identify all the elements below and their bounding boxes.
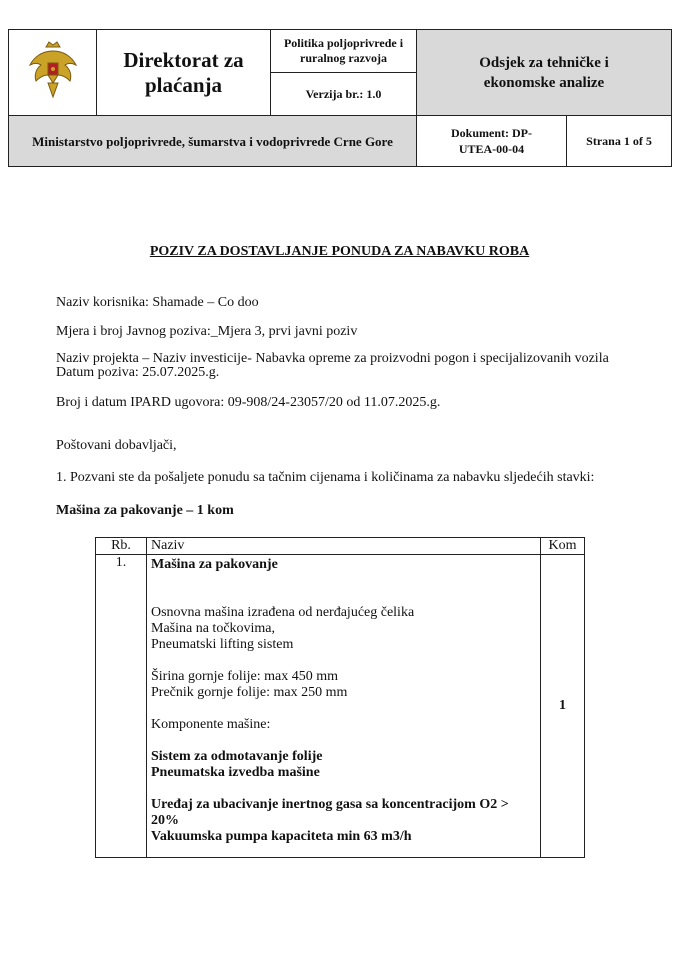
spacer (151, 733, 536, 749)
row-quantity: 1 (541, 555, 585, 858)
spacer (151, 653, 536, 669)
document-id (417, 116, 567, 167)
table-header-row (96, 538, 585, 555)
spec-line: Širina gornje folije: max 450 mm (151, 669, 339, 684)
contract-line: Broj i datum IPARD ugovora: 09-908/24-23057/20 od 11.07.2025.g. (56, 395, 441, 410)
department-name (417, 30, 672, 116)
spec-line: Vakuumska pumpa kapaciteta min 63 m3/h (151, 829, 412, 844)
spec-line: Komponente mašine: (151, 717, 271, 732)
document-title (0, 244, 679, 260)
header-kom: Kom (541, 538, 585, 555)
date-line: Datum poziva: 25.07.2025.g. (56, 365, 220, 380)
document-id-text: Dokument: DP-UTEA-00-04 (451, 126, 532, 156)
spec-line: Prečnik gornje folije: max 250 mm (151, 685, 348, 700)
spacer (151, 573, 536, 605)
page-number: Strana 1 of 5 (567, 116, 672, 167)
spec-line: Pneumatska izvedba mašine (151, 765, 320, 780)
department-text: Odsjek za tehničke i ekonomske analize (479, 54, 609, 91)
version-label: Verzija br.: 1.0 (271, 73, 417, 116)
spec-line: Pneumatski lifting sistem (151, 637, 294, 652)
header-rb: Rb. (96, 538, 147, 555)
spec-line: Osnovna mašina izrađena od nerđajućeg čelika (151, 605, 415, 620)
coat-of-arms-logo (24, 39, 82, 101)
table-row (96, 555, 585, 858)
spec-line: Mašina na točkovima, (151, 621, 276, 636)
document-title-text: POZIV ZA DOSTAVLJANJE PONUDA ZA NABAVKU ROBA (149, 244, 530, 259)
spec-line: Uređaj za ubacivanje inertnog gasa sa koncentracijom O2 > 20% (151, 797, 509, 828)
spec-line: Sistem za odmotavanje folije (151, 749, 323, 764)
greeting: Poštovani dobavljači, (56, 438, 177, 453)
document-header (8, 29, 672, 167)
item-name: Mašina za pakovanje (151, 557, 278, 572)
ministry-text: Ministarstvo poljoprivrede, šumarstva i vodoprivrede Crne Gore (32, 133, 393, 149)
project-line: Naziv projekta – Naziv investicije- Nabavka opreme za proizvodni pogon i specijalizovanih vozila (56, 351, 609, 366)
spacer (151, 701, 536, 717)
section-title: Mašina za pakovanje – 1 kom (56, 503, 234, 518)
row-number: 1. (96, 555, 147, 858)
measure-line: Mjera i broj Javnog poziva:_Mjera 3, prvi javni poziv (56, 324, 358, 339)
row-description (147, 555, 541, 858)
logo-cell (9, 30, 97, 116)
spacer (151, 781, 536, 797)
items-table (95, 537, 585, 858)
directorate-name: Direktorat za plaćanja (97, 30, 271, 116)
policy-label: Politika poljoprivrede i ruralnog razvoja (271, 30, 417, 73)
header-naziv: Naziv (147, 538, 541, 555)
invitation-text: 1. Pozvani ste da pošaljete ponudu sa tačnim cijenama i količinama za nabavku sljedećih stavki: (56, 470, 595, 485)
beneficiary-line: Naziv korisnika: Shamade – Co doo (56, 295, 259, 310)
ministry-name (9, 116, 417, 167)
